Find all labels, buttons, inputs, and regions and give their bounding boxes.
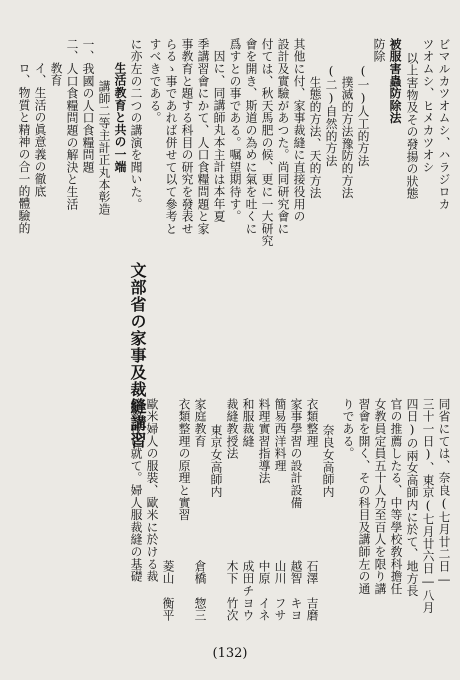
course-teacher: 成田チヨウ — [241, 560, 255, 622]
text-column: すべきである。 — [148, 38, 162, 125]
text-column: 同省にては、奈良(七月廿二日― — [437, 398, 451, 587]
text-column: 一、我國の人口食糧問題 — [81, 38, 95, 174]
text-column: 以上害物及その發揚の狀態 — [405, 52, 419, 200]
text-column: 其他に付、家事裁縫に直接役用の — [292, 38, 306, 223]
course-teacher: 木下 竹次 — [225, 560, 239, 622]
course-subject: 簡易西洋料理 — [273, 398, 287, 472]
course-subject: 家庭教育 — [193, 398, 207, 448]
text-column: 撲滅的方法豫防的方法 — [340, 76, 354, 199]
text-column: ロ、物質と精神の合一的體驗的 — [17, 62, 31, 235]
course-subject: 衣類整理 — [305, 398, 319, 448]
text-column: (二)自然的方法 — [324, 64, 338, 167]
course-teacher: 越智 キヨ — [289, 560, 303, 622]
text-column: 歐米婦人の服裝、歐米に於ける裁 — [145, 398, 159, 583]
text-column: 習會を開く、その科目及講師左の通 — [357, 398, 371, 595]
text-column: 三十一日)、東京(七月廿六日―八月 — [421, 398, 435, 614]
text-column: ツオムシ、ヒメカツオシ — [421, 38, 435, 174]
text-column: 官の推薦したる、中等學校敎科擔任 — [389, 398, 403, 595]
section-title: 被服害蟲防除法 — [388, 38, 402, 125]
text-column: (一)人工的方法 — [356, 64, 370, 167]
course-subject: 衣類整理の原理と實習 — [177, 398, 191, 521]
course-teacher: 石澤 吉磨 — [305, 560, 319, 622]
course-teacher: 中原 イネ — [257, 560, 271, 622]
text-column: 教育 — [49, 62, 63, 87]
text-column: 設計及實驗があつた。尚同研究會に — [276, 38, 290, 235]
lecturer-name: 講師二等主計正丸本彰造 — [97, 80, 111, 216]
text-column: イ、生活の眞意義の徹底 — [33, 62, 47, 198]
text-column: 事教育と題する科目の研究を發表せ — [180, 38, 194, 235]
text-column: 會を開き、斯道の為めに氣を吐くに — [244, 38, 258, 235]
text-column: りである。 — [341, 398, 355, 460]
course-teacher: 山川 フサ — [273, 560, 287, 622]
text-column: 季講習會にかて、人口食糧問題と家 — [196, 38, 210, 235]
course-teacher: 倉橋 惣三 — [193, 560, 207, 622]
text-column: 爲すとの事である。嘱望期待す。 — [228, 38, 242, 223]
text-column: 生態的方法、天的方法 — [308, 76, 322, 199]
course-subject: 家事學習の設計設備 — [289, 398, 303, 509]
text-column: 付ては、秋天馬肥の候、更に一大研究 — [260, 38, 274, 248]
lecture-title: 生活教育と共の一端 — [113, 62, 127, 173]
text-column: 四日)の兩女高師内に於て、地方長 — [405, 398, 419, 597]
venue-label: 奈良女高師内 — [321, 424, 335, 498]
venue-label: 東京女高師内 — [209, 424, 223, 498]
text-column: に亦左の二つの講演を聞いた。 — [129, 38, 143, 211]
text-column: 女教員定員五十人乃至百人を限り講 — [373, 398, 387, 595]
text-column: 縫教授に就て。婦人服裁縫の基礎 — [129, 398, 143, 583]
text-column: 二、人口食糧問題の解決と生活 — [65, 38, 79, 211]
text-column: ビマルカツオムシ、ハラジロカ — [437, 38, 451, 211]
text-column: 因に、同講師丸本主計は本年夏 — [212, 50, 226, 223]
course-teacher: 菱山 衡平 — [161, 560, 175, 622]
course-subject: 裁縫教授法 — [225, 398, 239, 460]
text-column: らるゝ事であれば併せて以て參考と — [164, 38, 178, 235]
page-heading: 文部省の家事及裁縫講習 — [128, 262, 147, 449]
course-subject: 料理實習指導法 — [257, 398, 271, 485]
text-column: 防除 — [372, 38, 386, 63]
page-number: (132) — [212, 646, 248, 661]
course-subject: 和服裁縫 — [241, 398, 255, 448]
